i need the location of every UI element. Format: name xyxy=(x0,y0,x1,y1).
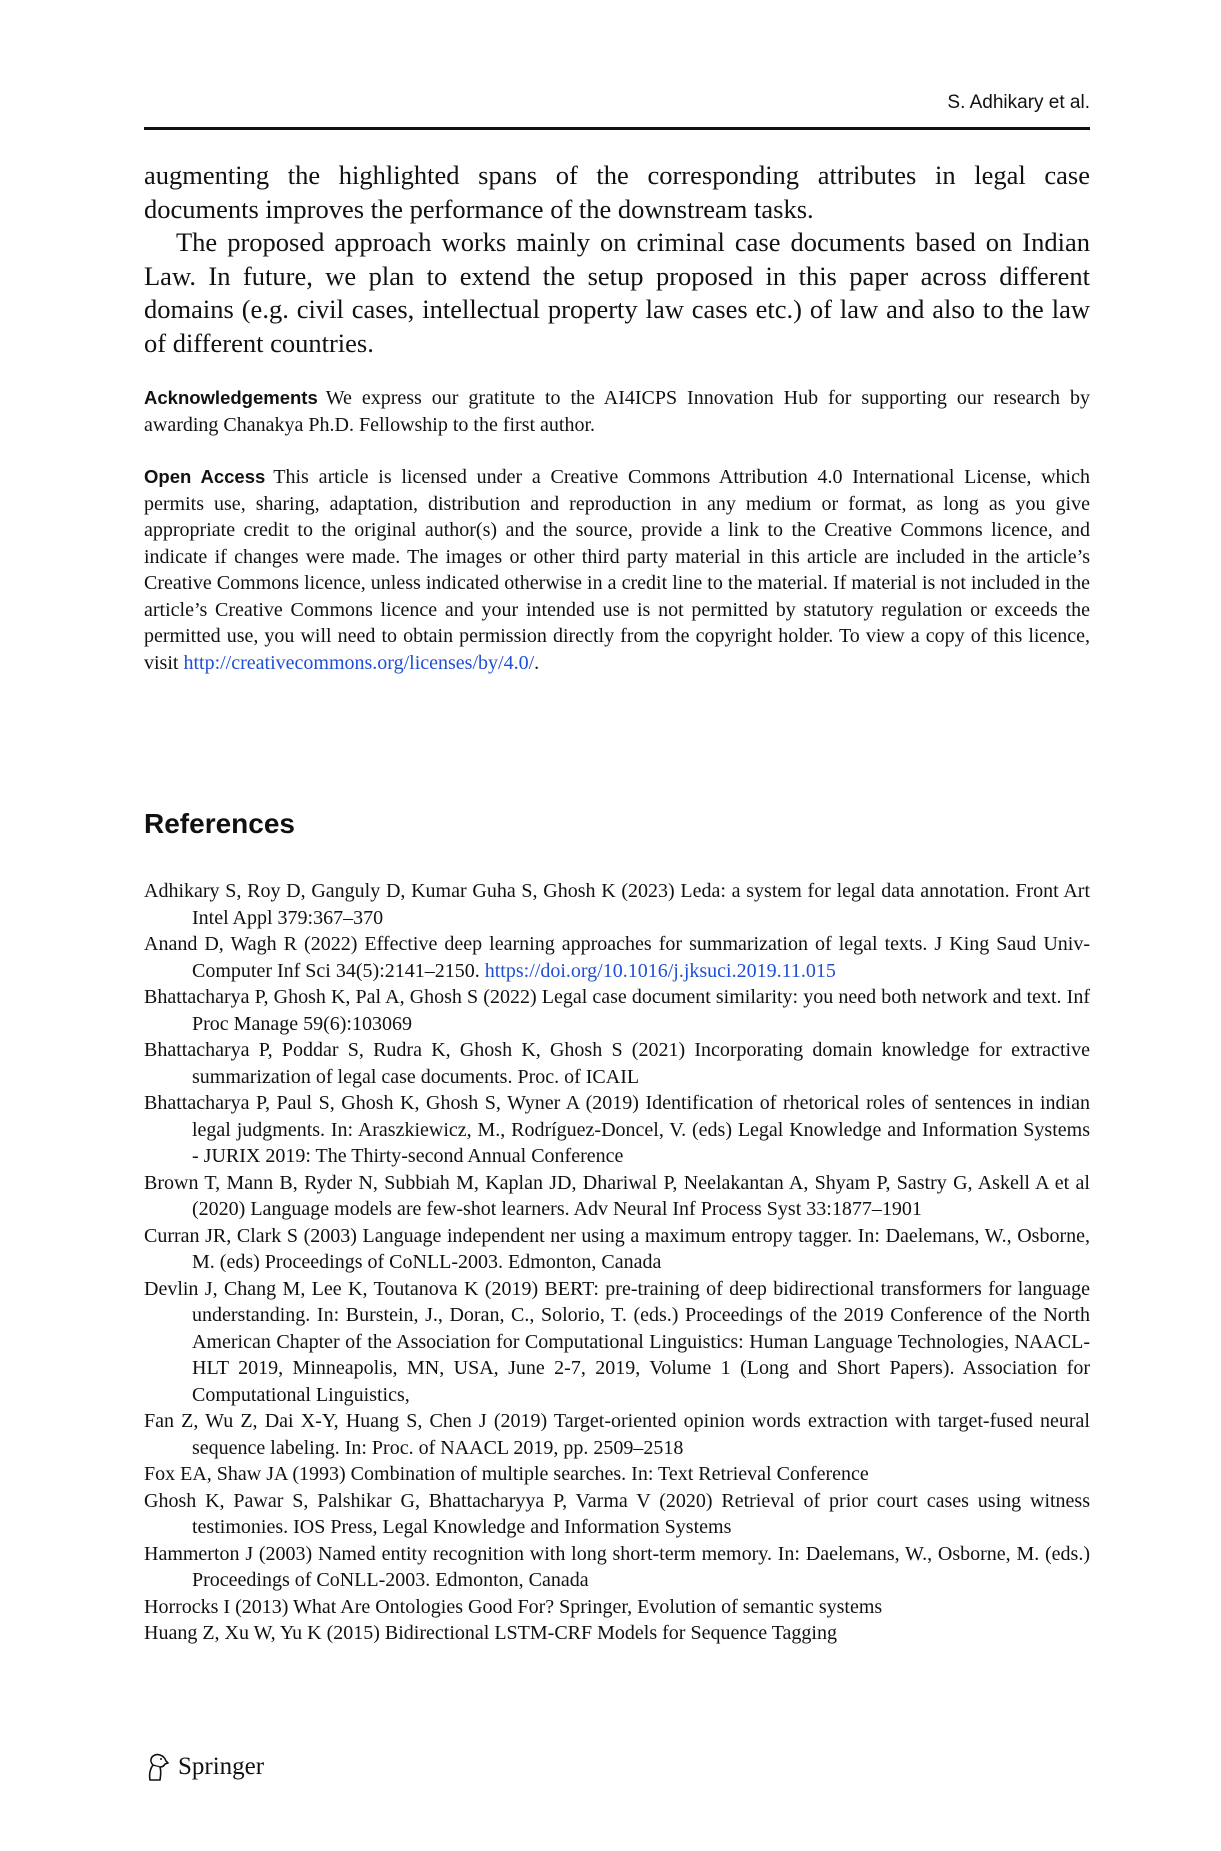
references-title: References xyxy=(144,808,295,839)
springer-horse-icon xyxy=(144,1752,170,1782)
running-head: S. Adhikary et al. xyxy=(947,92,1090,113)
licence-link[interactable]: http://creativecommons.org/licenses/by/4.0/ xyxy=(183,651,535,674)
reference-text: Ghosh K, Pawar S, Palshikar G, Bhattacharyya P, Varma V (2020) Retrieval of prior court cases using witness testimonies. IOS Press, Legal Knowledge and Information Systems xyxy=(144,1489,1090,1538)
reference-item xyxy=(144,1276,1090,1409)
acknowledgements xyxy=(144,385,1090,438)
reference-item xyxy=(144,1170,1090,1223)
body-paragraph-2: The proposed approach works mainly on criminal case documents based on Indian Law. In future, we plan to extend the setup proposed in this paper across different domains (e.g. civil cases, intellectual property law cases etc.) of law and also to the law of different countries. xyxy=(144,227,1090,358)
reference-text: Bhattacharya P, Paul S, Ghosh K, Ghosh S, Wyner A (2019) Identification of rhetorical roles of sentences in indian legal judgments. In: Araszkiewicz, M., Rodríguez-Doncel, V. (eds) Legal Knowledge and Information Systems - JURIX 2019: The Thirty-second Annual Conference xyxy=(144,1092,1090,1167)
open-access-heading: Open Access xyxy=(144,466,266,487)
reference-text: Bhattacharya P, Poddar S, Rudra K, Ghosh K, Ghosh S (2021) Incorporating domain knowledge for extractive summarization of legal case documents. Proc. of ICAIL xyxy=(144,1039,1090,1088)
reference-text: Brown T, Mann B, Ryder N, Subbiah M, Kaplan JD, Dhariwal P, Neelakantan A, Shyam P, Sastry G, Askell A et al (2020) Language models are few-shot learners. Adv Neural Inf Process Syst 33:1877–1901 xyxy=(144,1171,1090,1220)
reference-item xyxy=(144,931,1090,984)
reference-text: Horrocks I (2013) What Are Ontologies Good For? Springer, Evolution of semantic systems xyxy=(144,1595,883,1618)
footer-publisher: Springer xyxy=(178,1753,265,1780)
reference-text: Fan Z, Wu Z, Dai X-Y, Huang S, Chen J (2019) Target-oriented opinion words extraction with target-fused neural sequence labeling. In: Proc. of NAACL 2019, pp. 2509–2518 xyxy=(144,1410,1090,1459)
header-rule xyxy=(144,127,1090,130)
open-access xyxy=(144,464,1090,676)
reference-item xyxy=(144,1037,1090,1090)
open-access-text: This article is licensed under a Creative Commons Attribution 4.0 International License, which permits use, sharing, adaptation, distribution and reproduction in any medium or format, as long as you give appropriate credit to the original author(s) and the source, provide a link to the Creative Commons licence, and indicate if changes were made. The images or other third party material in this article are included in the article’s Creative Commons licence, unless indicated otherwise in a credit line to the material. If material is not included in the article’s Creative Commons licence and your intended use is not permitted by statutory regulation or exceeds the permitted use, you will need to obtain permission directly from the copyright holder. To view a copy of this licence, visit xyxy=(144,466,1090,674)
references-list xyxy=(144,878,1090,1647)
reference-item xyxy=(144,1408,1090,1461)
reference-text: Bhattacharya P, Ghosh K, Pal A, Ghosh S (2022) Legal case document similarity: you need both network and text. Inf Proc Manage 59(6):103069 xyxy=(144,986,1090,1035)
reference-item xyxy=(144,1541,1090,1594)
reference-item xyxy=(144,1090,1090,1170)
acknowledgements-heading: Acknowledgements xyxy=(144,387,318,408)
body-text xyxy=(144,159,1090,361)
reference-item xyxy=(144,1223,1090,1276)
reference-item xyxy=(144,878,1090,931)
reference-doi-link[interactable]: https://doi.org/10.1016/j.jksuci.2019.11.015 xyxy=(484,959,836,982)
reference-text: Hammerton J (2003) Named entity recognition with long short-term memory. In: Daelemans, W., Osborne, M. (eds.) Proceedings of CoNLL-2003. Edmonton, Canada xyxy=(144,1542,1090,1591)
reference-text: Anand D, Wagh R (2022) Effective deep learning approaches for summarization of legal texts. J King Saud Univ- Computer Inf Sci 34(5):2141–2150. xyxy=(144,933,1090,982)
reference-item xyxy=(144,1620,1090,1647)
reference-item xyxy=(144,1488,1090,1541)
reference-text: Devlin J, Chang M, Lee K, Toutanova K (2019) BERT: pre-training of deep bidirectional transformers for language understanding. In: Burstein, J., Doran, C., Solorio, T. (eds.) Proceedings of the 2019 Conference of the North American Chapter of the Association for Computational Linguistics: Human Language Technologies, NAACL-HLT 2019, Minneapolis, MN, USA, June 2-7, 2019, Volume 1 (Long and Short Papers). Association for Computational Linguistics, xyxy=(144,1277,1090,1406)
reference-item xyxy=(144,1594,1090,1621)
acknowledgements-text: We express our gratitute to the AI4ICPS Innovation Hub for supporting our research by awarding Chanakya Ph.D. Fellowship to the first author. xyxy=(144,387,1090,436)
body-paragraph-1: augmenting the highlighted spans of the corresponding attributes in legal case documents improves the performance of the downstream tasks. xyxy=(144,160,1090,224)
reference-text: Fox EA, Shaw JA (1993) Combination of multiple searches. In: Text Retrieval Conference xyxy=(144,1463,869,1485)
open-access-end: . xyxy=(534,651,540,674)
reference-text: Curran JR, Clark S (2003) Language independent ner using a maximum entropy tagger. In: Daelemans, W., Osborne, M. (eds) Proceedings of CoNLL-2003. Edmonton, Canada xyxy=(144,1224,1090,1273)
reference-item xyxy=(144,1461,1090,1488)
reference-text: Huang Z, Xu W, Yu K (2015) Bidirectional LSTM-CRF Models for Sequence Tagging xyxy=(144,1622,837,1644)
reference-item xyxy=(144,984,1090,1037)
reference-text: Adhikary S, Roy D, Ganguly D, Kumar Guha S, Ghosh K (2023) Leda: a system for legal data annotation. Front Art Intel Appl 379:367–370 xyxy=(144,880,1090,929)
footer xyxy=(144,1752,264,1782)
